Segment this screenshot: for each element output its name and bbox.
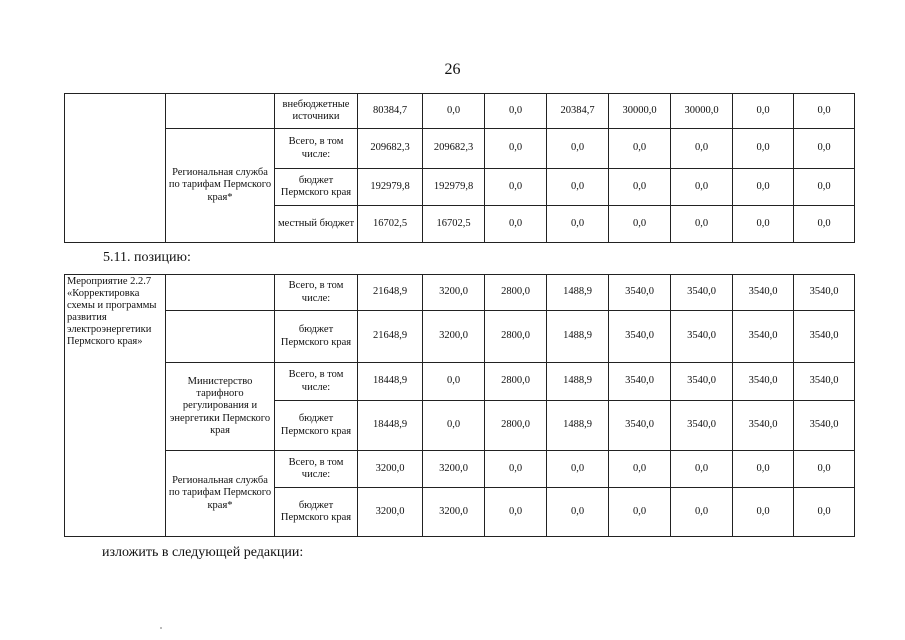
funding-source: Всего, в том числе: <box>275 129 358 169</box>
instruction-text: изложить в следующей редакции: <box>102 545 304 560</box>
value-cell: 3540,0 <box>609 401 671 451</box>
event-cell <box>65 94 166 243</box>
executor-cell: Региональная служба по тарифам Пермского края* <box>166 129 275 243</box>
value-cell: 3200,0 <box>358 451 423 488</box>
value-cell: 3540,0 <box>671 275 733 311</box>
value-cell: 30000,0 <box>671 94 733 129</box>
value-cell: 0,0 <box>609 169 671 206</box>
value-cell: 3540,0 <box>609 275 671 311</box>
value-cell: 0,0 <box>733 129 794 169</box>
value-cell: 2800,0 <box>485 275 547 311</box>
budget-table-continuation <box>64 93 855 243</box>
value-cell: 0,0 <box>794 94 855 129</box>
event-name: Мероприятие 2.2.7 «Корректировка схемы и программы развития электроэнергетики Пермского края» <box>65 275 166 537</box>
section-heading: 5.11. позицию: <box>103 250 191 265</box>
value-cell: 3540,0 <box>733 363 794 401</box>
value-cell: 0,0 <box>423 401 485 451</box>
value-cell: 0,0 <box>733 169 794 206</box>
value-cell: 3200,0 <box>423 488 485 537</box>
value-cell: 0,0 <box>485 94 547 129</box>
funding-source: бюджет Пермского края <box>275 169 358 206</box>
value-cell: 0,0 <box>794 451 855 488</box>
value-cell: 3540,0 <box>733 275 794 311</box>
funding-source: бюджет Пермского края <box>275 401 358 451</box>
value-cell: 0,0 <box>794 488 855 537</box>
executor-cell-empty <box>166 94 275 129</box>
value-cell: 192979,8 <box>423 169 485 206</box>
value-cell: 0,0 <box>733 206 794 243</box>
funding-source: Всего, в том числе: <box>275 363 358 401</box>
value-cell: 1488,9 <box>547 363 609 401</box>
value-cell: 0,0 <box>485 488 547 537</box>
value-cell: 0,0 <box>671 488 733 537</box>
value-cell: 2800,0 <box>485 311 547 363</box>
value-cell: 0,0 <box>794 169 855 206</box>
value-cell: 3540,0 <box>609 363 671 401</box>
value-cell: 3540,0 <box>794 311 855 363</box>
value-cell: 0,0 <box>671 169 733 206</box>
value-cell: 0,0 <box>609 129 671 169</box>
value-cell: 0,0 <box>485 451 547 488</box>
value-cell: 209682,3 <box>358 129 423 169</box>
value-cell: 3200,0 <box>358 488 423 537</box>
value-cell: 3540,0 <box>794 401 855 451</box>
value-cell: 80384,7 <box>358 94 423 129</box>
executor-cell-empty <box>166 311 275 363</box>
value-cell: 30000,0 <box>609 94 671 129</box>
funding-source: внебюджетные источники <box>275 94 358 129</box>
value-cell: 0,0 <box>547 206 609 243</box>
value-cell: 2800,0 <box>485 363 547 401</box>
value-cell: 3540,0 <box>609 311 671 363</box>
event-2-2-7-table <box>64 274 855 537</box>
value-cell: 20384,7 <box>547 94 609 129</box>
value-cell: 0,0 <box>733 488 794 537</box>
value-cell: 0,0 <box>423 363 485 401</box>
funding-source: Всего, в том числе: <box>275 275 358 311</box>
value-cell: 3540,0 <box>671 311 733 363</box>
value-cell: 16702,5 <box>423 206 485 243</box>
value-cell: 0,0 <box>485 129 547 169</box>
value-cell: 192979,8 <box>358 169 423 206</box>
value-cell: 0,0 <box>671 206 733 243</box>
value-cell: 18448,9 <box>358 363 423 401</box>
value-cell: 3540,0 <box>733 401 794 451</box>
value-cell: 21648,9 <box>358 311 423 363</box>
value-cell: 0,0 <box>547 169 609 206</box>
value-cell: 3200,0 <box>423 311 485 363</box>
value-cell: 0,0 <box>547 451 609 488</box>
value-cell: 0,0 <box>485 206 547 243</box>
value-cell: 21648,9 <box>358 275 423 311</box>
value-cell: 0,0 <box>547 488 609 537</box>
value-cell: 0,0 <box>609 451 671 488</box>
value-cell: 3540,0 <box>671 401 733 451</box>
funding-source: бюджет Пермского края <box>275 311 358 363</box>
value-cell: 3540,0 <box>794 275 855 311</box>
value-cell: 0,0 <box>609 488 671 537</box>
value-cell: 0,0 <box>671 129 733 169</box>
value-cell: 0,0 <box>609 206 671 243</box>
value-cell: 0,0 <box>671 451 733 488</box>
value-cell: 18448,9 <box>358 401 423 451</box>
executor-ministry: Министерство тарифного регулирования и энергетики Пермского края <box>166 363 275 451</box>
value-cell: 3200,0 <box>423 275 485 311</box>
value-cell: 3540,0 <box>794 363 855 401</box>
value-cell: 16702,5 <box>358 206 423 243</box>
value-cell: 0,0 <box>733 94 794 129</box>
executor-service: Региональная служба по тарифам Пермского края* <box>166 451 275 537</box>
value-cell: 0,0 <box>794 129 855 169</box>
value-cell: 2800,0 <box>485 401 547 451</box>
funding-source: бюджет Пермского края <box>275 488 358 537</box>
value-cell: 0,0 <box>547 129 609 169</box>
scan-artifact <box>160 627 162 629</box>
value-cell: 0,0 <box>485 169 547 206</box>
value-cell: 3200,0 <box>423 451 485 488</box>
funding-source: местный бюджет <box>275 206 358 243</box>
value-cell: 1488,9 <box>547 401 609 451</box>
executor-cell-empty <box>166 275 275 311</box>
value-cell: 0,0 <box>794 206 855 243</box>
value-cell: 0,0 <box>423 94 485 129</box>
page-number: 26 <box>444 61 461 78</box>
value-cell: 0,0 <box>733 451 794 488</box>
funding-source: Всего, в том числе: <box>275 451 358 488</box>
value-cell: 1488,9 <box>547 311 609 363</box>
value-cell: 3540,0 <box>671 363 733 401</box>
value-cell: 1488,9 <box>547 275 609 311</box>
value-cell: 3540,0 <box>733 311 794 363</box>
value-cell: 209682,3 <box>423 129 485 169</box>
